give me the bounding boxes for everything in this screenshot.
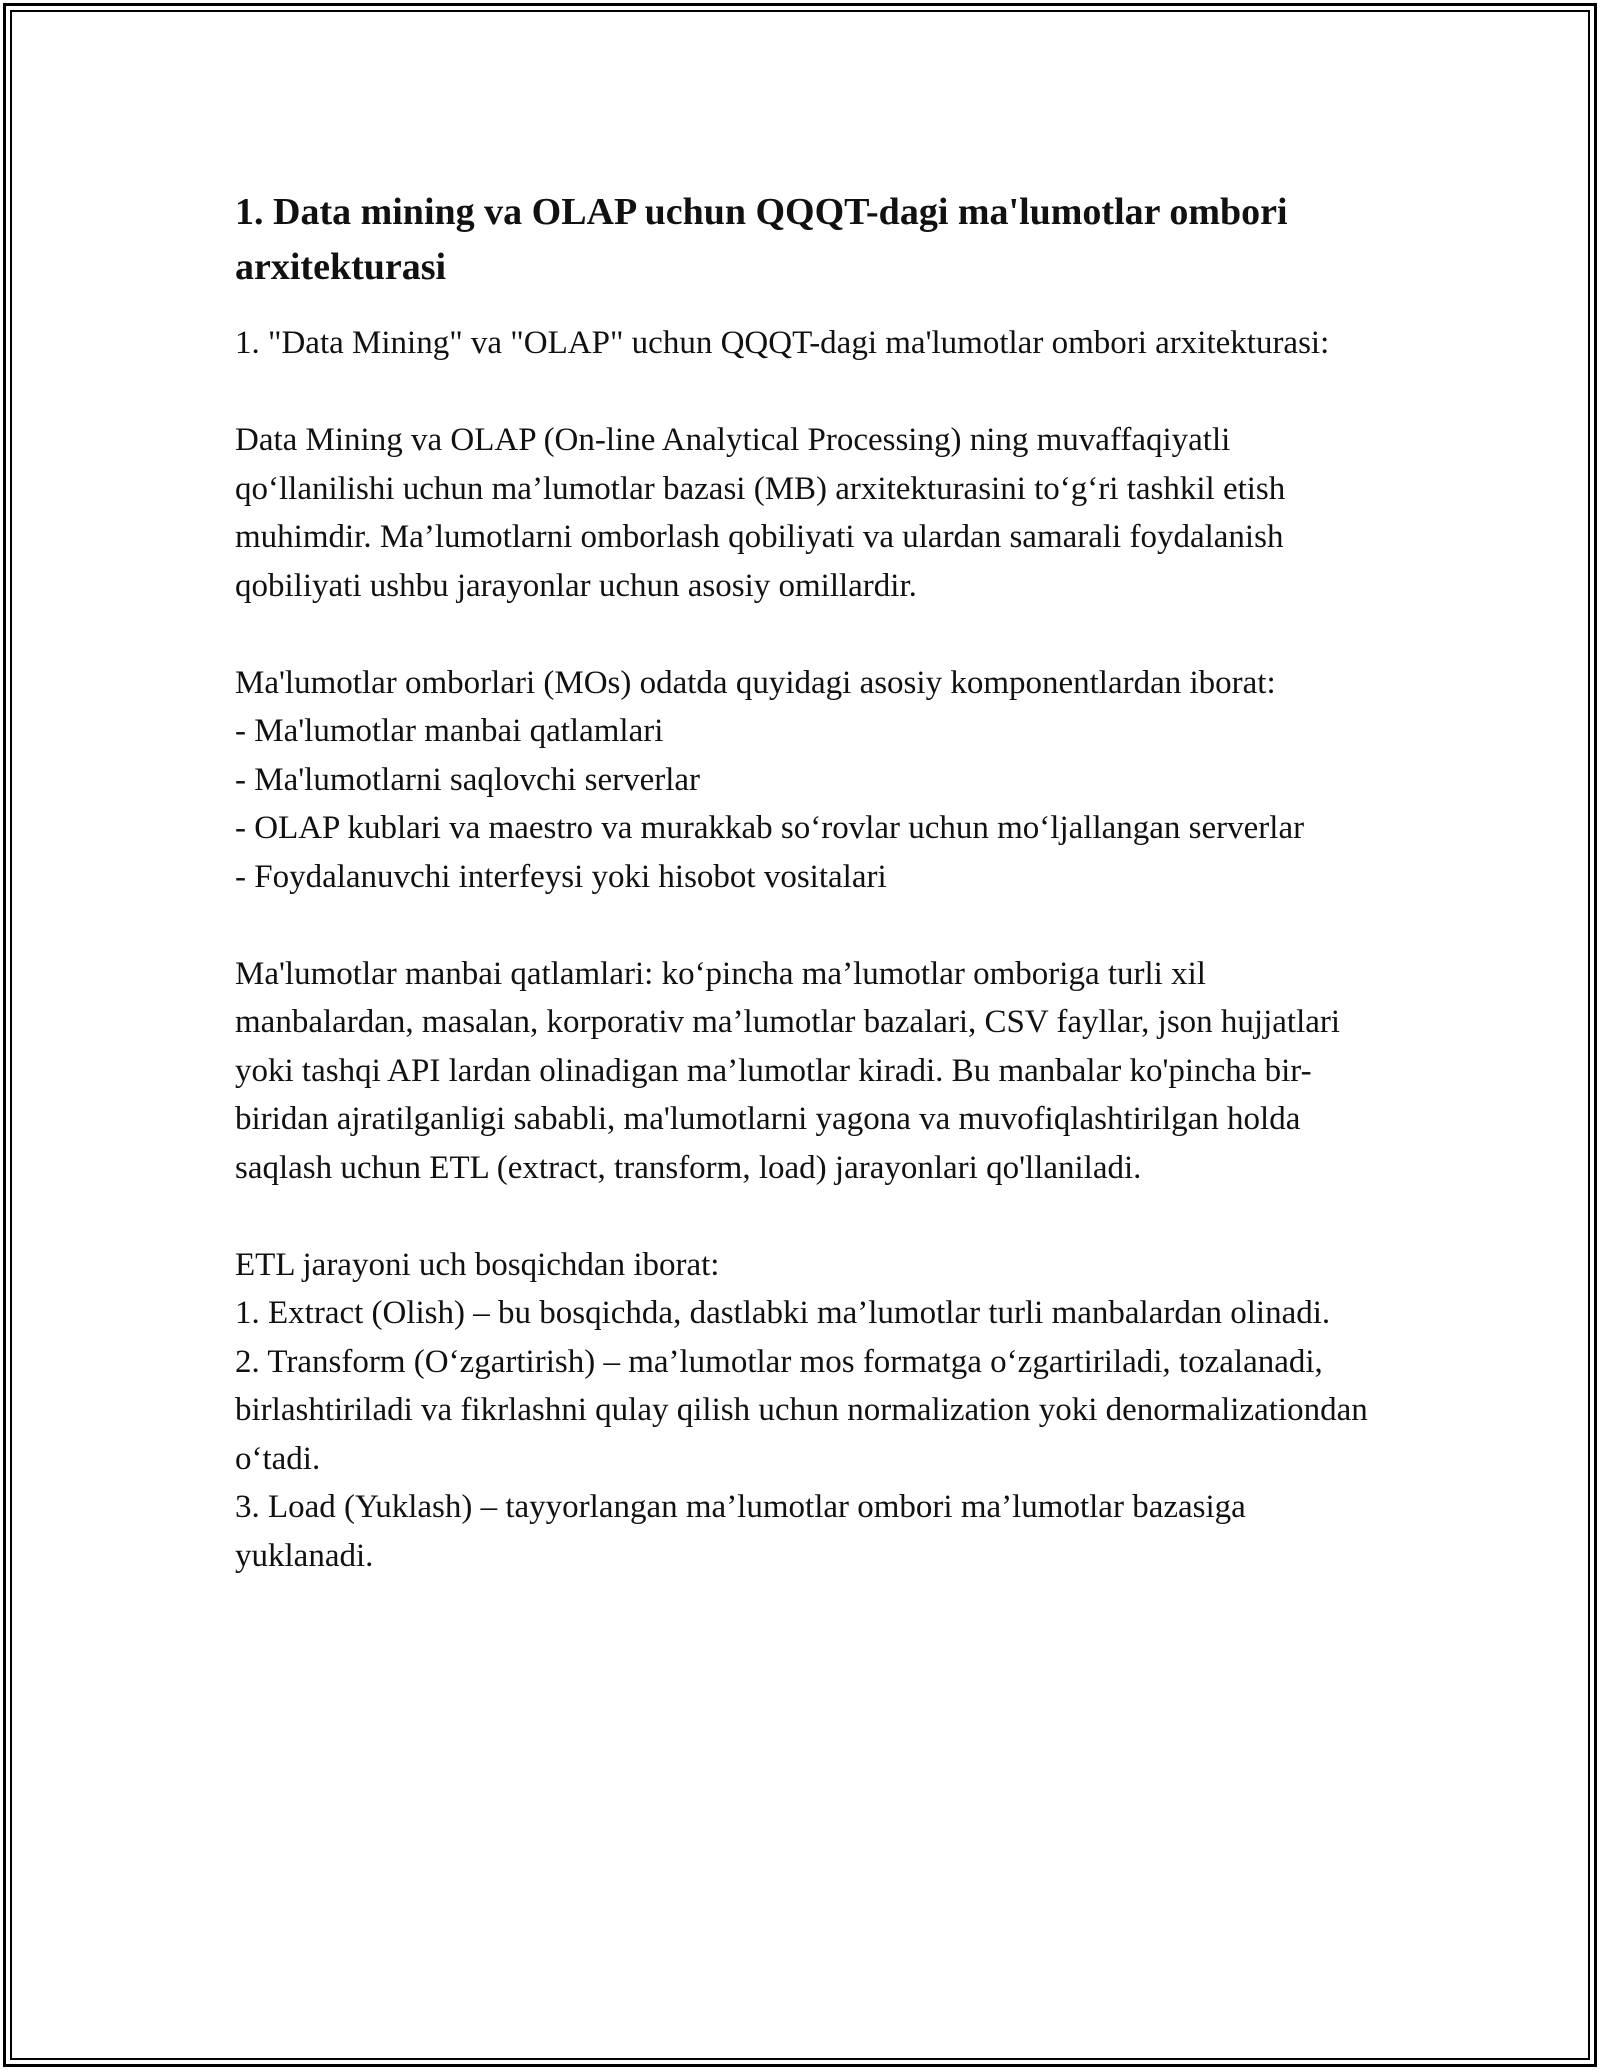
paragraph-gap (235, 368, 1375, 417)
component-item: - OLAP kublari va maestro va murakkab so‘rovlar uchun mo‘ljallangan serverlar (235, 810, 1305, 846)
etl-step-load: 3. Load (Yuklash) – tayyorlangan ma’lumotlar ombori ma’lumotlar bazasiga yuklanadi. (235, 1489, 1246, 1574)
intro-heading: 1. "Data Mining" va "OLAP" uchun QQQT-dagi ma'lumotlar ombori arxitekturasi: (235, 325, 1330, 361)
component-item: - Ma'lumotlar manbai qatlamlari (235, 713, 664, 749)
paragraph-data-sources: Ma'lumotlar manbai qatlamlari: ko‘pincha ma’lumotlar omboriga turli xil manbalardan, masalan, korporativ ma’lumotlar bazalari, CSV fayllar, json hujjatlari yoki tashqi API lardan olinadigan ma’lumotlar kiradi. Bu manbalar ko'pincha bir-biridan ajratilganligi sababli, ma'lumotlarni yagona va muvofiqlashtirilgan holda saqlash uchun ETL (extract, transform, load) jarayonlari qo'llaniladi. (235, 955, 1341, 1186)
document-title: 1. Data mining va OLAP uchun QQQT-dagi ma'lumotlar ombori arxitekturasi (235, 191, 1288, 288)
etl-step-transform: 2. Transform (O‘zgartirish) – ma’lumotlar mos formatga o‘zgartiriladi, tozalanadi, birlashtiriladi va fikrlashni qulay qilish uchun normalization yoki denormalizationdan o‘tadi. (235, 1343, 1368, 1477)
paragraph-gap (235, 901, 1375, 950)
component-item: - Ma'lumotlarni saqlovchi serverlar (235, 761, 701, 798)
paragraph-gap (235, 1192, 1375, 1241)
components-list (235, 707, 1375, 901)
components-intro: Ma'lumotlar omborlari (MOs) odatda quyidagi asosiy komponentlardan iborat: (235, 664, 1276, 701)
etl-intro: ETL jarayoni uch bosqichdan iborat: (235, 1246, 720, 1283)
component-item: - Foydalanuvchi interfeysi yoki hisobot vositalari (235, 858, 887, 895)
paragraph-data-mining-olap: Data Mining va OLAP (On-line Analytical Processing) ning muvaffaqiyatli qo‘llanilishi uchun ma’lumotlar bazasi (MB) arxitekturasini to‘g‘ri tashkil etish muhimdir. Ma’lumotlarni omborlash qobiliyati va ulardan samarali foydalanish qobiliyati ushbu jarayonlar uchun asosiy omillardir. (235, 422, 1286, 604)
document-body (235, 185, 1375, 1580)
etl-steps-list (235, 1289, 1375, 1580)
paragraph-gap (235, 610, 1375, 659)
etl-step-extract: 1. Extract (Olish) – bu bosqichda, dastlabki ma’lumotlar turli manbalardan olinadi. (235, 1295, 1331, 1331)
